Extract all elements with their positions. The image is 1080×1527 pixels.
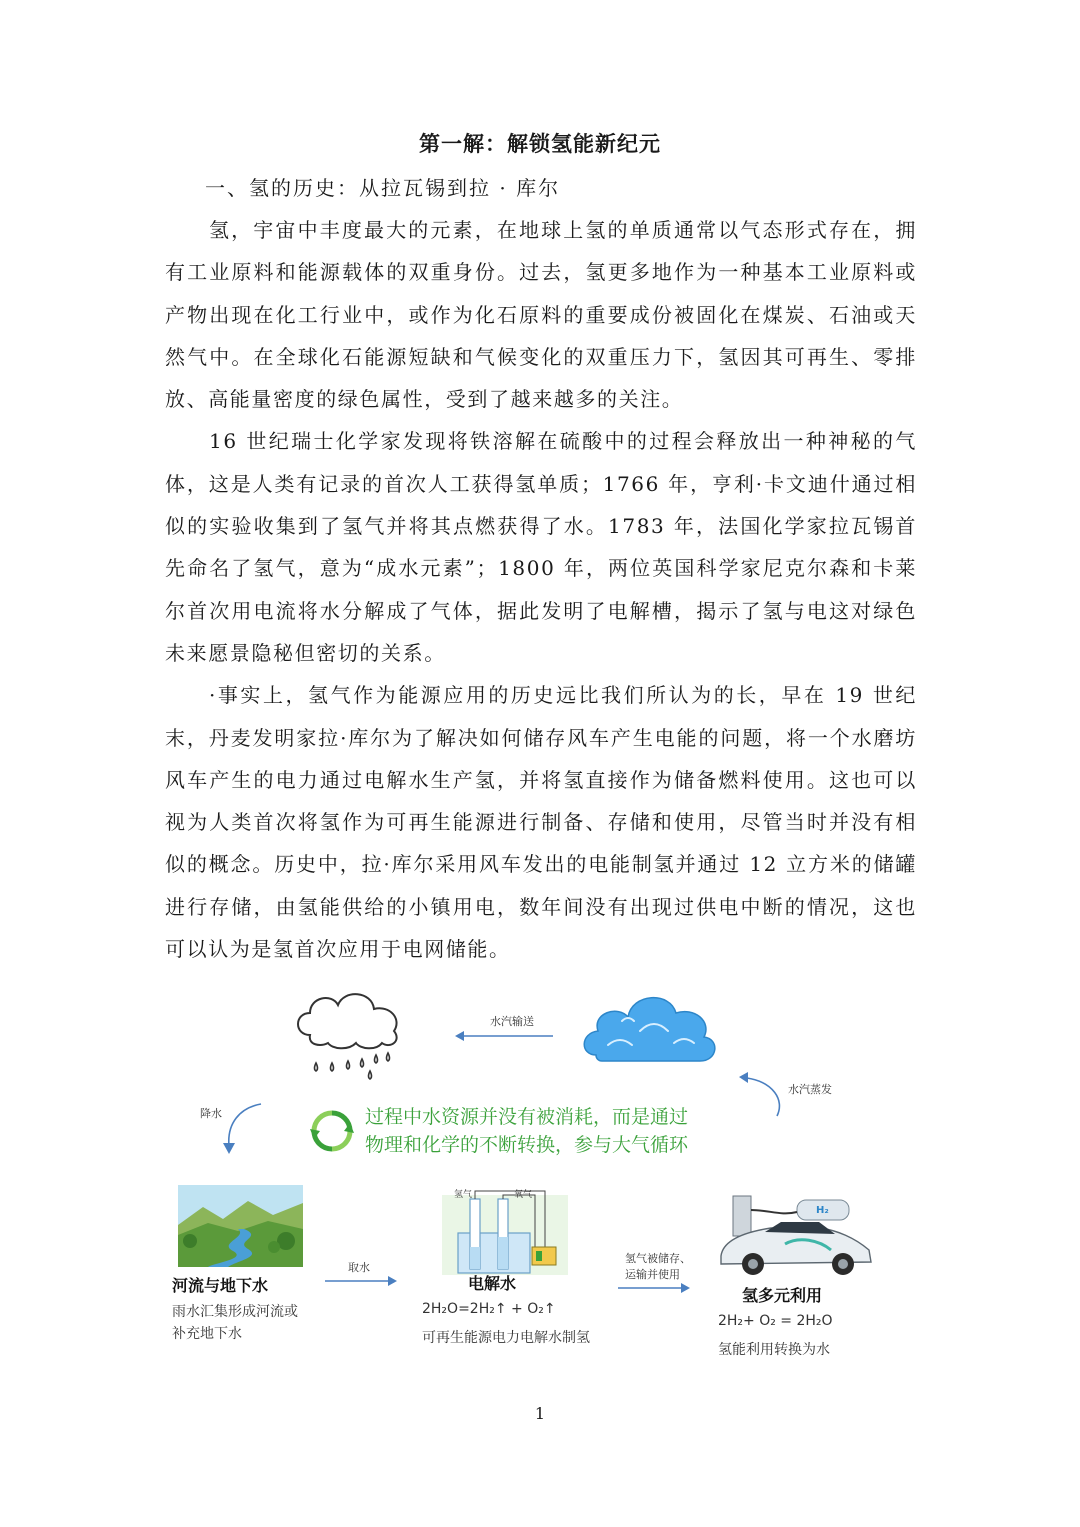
- cycle-statement-line-2: 物理和化学的不断转换，参与大气循环: [365, 1134, 689, 1156]
- electrolysis-tag-hydrogen: 氢气: [454, 1190, 473, 1200]
- body-text: [165, 209, 917, 970]
- water-cycle-figure: [160, 975, 920, 1375]
- cycle-statement: [365, 1103, 688, 1159]
- river-desc-line-2: 补充地下水: [172, 1326, 242, 1342]
- precipitation-label: 降水: [200, 1107, 222, 1120]
- take-water-arrow: [325, 1275, 397, 1287]
- river-title: 河流与地下水: [172, 1276, 269, 1295]
- recycle-icon: [310, 1109, 354, 1153]
- usage-formula: 2H₂+ O₂ = 2H₂O: [718, 1313, 833, 1329]
- river-desc-line-1: 雨水汇集形成河流或: [172, 1304, 298, 1320]
- paragraph-1: 氢，宇宙中丰度最大的元素，在地球上氢的单质通常以气态形式存在，拥有工业原料和能源载体的双重身份。过去，氢更多地作为一种基本工业原料或产物出现在化工行业中，或作为化石原料的重要成份被固化在煤炭、石油或天然气中。在全球化石能源短缺和气候变化的双重压力下，氢因其可再生、零排放、高能量密度的绿色属性，受到了越来越多的关注。: [165, 218, 917, 412]
- car-h2-tag: H₂: [816, 1205, 829, 1216]
- precipitation-arrow: [215, 1100, 270, 1155]
- evaporation-arrow: [735, 1070, 795, 1120]
- electrolysis-title: 电解水: [468, 1274, 517, 1293]
- take-water-label: 取水: [348, 1261, 370, 1274]
- electrolysis-desc: 可再生能源电力电解水制氢: [422, 1330, 590, 1346]
- electrolysis-formula: 2H₂O=2H₂↑ + O₂↑: [422, 1301, 556, 1317]
- rain-cloud-icon: [290, 983, 410, 1083]
- vapor-cloud-icon: [578, 985, 723, 1070]
- store-transport-label-2: 运输并使用: [625, 1268, 680, 1281]
- electrolysis-tag-oxygen: 氧气: [514, 1190, 533, 1200]
- store-transport-arrow: [618, 1282, 690, 1294]
- vapor-transport-arrow: [455, 1030, 555, 1042]
- usage-title: 氢多元利用: [742, 1286, 823, 1305]
- electrolysis-apparatus-icon: [440, 1187, 570, 1277]
- hydrogen-car-icon: [715, 1190, 875, 1280]
- usage-desc: 氢能利用转换为水: [718, 1342, 830, 1358]
- paragraph-3: ·事实上，氢气作为能源应用的历史远比我们所认为的长，早在 19 世纪末，丹麦发明家拉·库尔为了解决如何储存风车产生电能的问题，将一个水磨坊风车产生的电力通过电解水生产氢，并将氢直接作为储备燃料使用。这也可以视为人类首次将氢作为可再生能源进行制备、存储和使用，尽管当时并没有相似的概念。历史中，拉·库尔采用风车发出的电能制氢并通过 12 立方米的储罐进行存储，由氢能供给的小镇用电，数年间没有出现过供电中断的情况，这也可以认为是氢首次应用于电网储能。: [165, 683, 917, 962]
- cycle-statement-line-1: 过程中水资源并没有被消耗，而是通过: [365, 1106, 689, 1128]
- store-transport-label-1: 氢气被储存、: [625, 1252, 691, 1265]
- vapor-transport-label: 水汽输送: [490, 1015, 534, 1028]
- paragraph-2: 16 世纪瑞士化学家发现将铁溶解在硫酸中的过程会释放出一种神秘的气体，这是人类有记录的首次人工获得氢单质；1766 年，亨利·卡文迪什通过相似的实验收集到了氢气并将其点燃获得了水。1783 年，法国化学家拉瓦锡首先命名了氢气，意为“成水元素”；1800 年，两位英国科学家尼克尔森和卡莱尔首次用电流将水分解成了气体，据此发明了电解槽，揭示了氢与电这对绿色未来愿景隐秘但密切的关系。: [165, 429, 917, 665]
- page-number: 1: [534, 1404, 546, 1423]
- river-landscape-icon: [178, 1185, 303, 1267]
- evaporation-label: 水汽蒸发: [788, 1083, 832, 1096]
- page-title: 第一解：解锁氢能新纪元: [419, 132, 661, 156]
- section-heading: 一、氢的历史：从拉瓦锡到拉 · 库尔: [205, 176, 561, 200]
